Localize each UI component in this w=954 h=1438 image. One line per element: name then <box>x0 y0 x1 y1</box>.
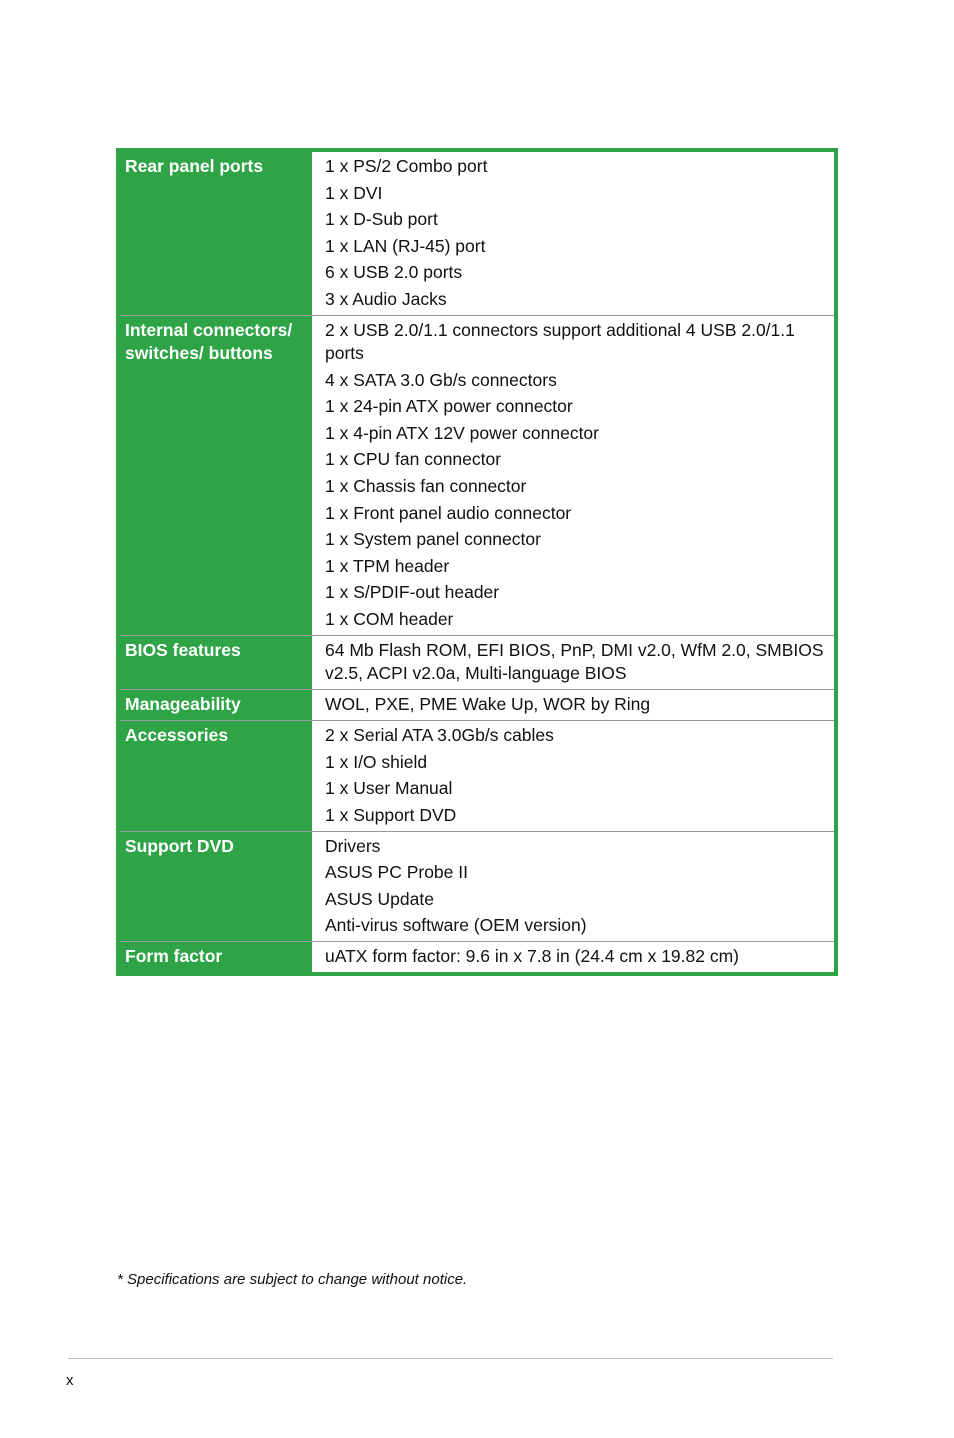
spec-value-item: 1 x COM header <box>325 608 454 629</box>
spec-value-item: 1 x Chassis fan connector <box>325 475 527 496</box>
spec-value-item: 1 x CPU fan connector <box>325 449 502 470</box>
spec-value-item: 1 x LAN (RJ-45) port <box>325 235 486 256</box>
spec-row <box>120 636 834 690</box>
spec-row-values <box>312 832 834 942</box>
page-number: x <box>66 1372 74 1389</box>
spec-row-label: BIOS features <box>120 636 312 689</box>
spec-row-values <box>312 942 834 972</box>
spec-row-values <box>312 690 834 720</box>
spec-value-item: uATX form factor: 9.6 in x 7.8 in (24.4 cm x 19.82 cm) <box>325 946 740 967</box>
spec-row <box>120 832 834 943</box>
spec-row-label: Rear panel ports <box>120 152 312 315</box>
spec-value-item: 1 x D-Sub port <box>325 209 438 230</box>
spec-value-item: 1 x User Manual <box>325 778 453 799</box>
spec-value-item: 3 x Audio Jacks <box>325 288 447 309</box>
footnote: * Specifications are subject to change without notice. <box>117 1271 468 1288</box>
spec-row-label: Accessories <box>120 721 312 831</box>
spec-value-item: 1 x System panel connector <box>325 529 541 550</box>
spec-row <box>120 316 834 636</box>
spec-value-item: 1 x 4-pin ATX 12V power connector <box>325 422 599 443</box>
spec-value-item: ASUS Update <box>325 888 434 909</box>
spec-row-values <box>312 316 834 635</box>
spec-value-item: 4 x SATA 3.0 Gb/s connectors <box>325 369 557 390</box>
spec-row <box>120 942 834 972</box>
spec-row <box>120 690 834 721</box>
spec-value-item: 2 x Serial ATA 3.0Gb/s cables <box>325 724 554 745</box>
spec-value-item: 6 x USB 2.0 ports <box>325 262 463 283</box>
spec-table <box>116 148 838 976</box>
spec-row-label: Form factor <box>120 942 312 972</box>
spec-value-item: WOL, PXE, PME Wake Up, WOR by Ring <box>325 693 651 714</box>
spec-value-item: 1 x 24-pin ATX power connector <box>325 396 573 417</box>
spec-row-values <box>312 721 834 831</box>
spec-row-label: Manageability <box>120 690 312 720</box>
spec-row-values <box>312 636 834 689</box>
spec-row-values <box>312 152 834 315</box>
spec-row-label: Internal connectors/ switches/ buttons <box>120 316 312 635</box>
spec-value-item: 1 x I/O shield <box>325 751 428 772</box>
footer-rule <box>68 1358 833 1359</box>
spec-value-item: 1 x TPM header <box>325 555 450 576</box>
spec-value-item: Drivers <box>325 835 381 856</box>
spec-value-item: 2 x USB 2.0/1.1 connectors support additional 4 USB 2.0/1.1 ports <box>325 319 795 363</box>
spec-row <box>120 721 834 832</box>
spec-row <box>120 152 834 316</box>
spec-value-item: 1 x PS/2 Combo port <box>325 156 488 176</box>
spec-value-item: 1 x DVI <box>325 182 383 203</box>
spec-value-item: ASUS PC Probe II <box>325 862 468 883</box>
spec-value-item: 1 x Front panel audio connector <box>325 502 572 523</box>
spec-value-item: Anti-virus software (OEM version) <box>325 915 587 936</box>
spec-value-item: 1 x Support DVD <box>325 804 457 825</box>
spec-value-item: 1 x S/PDIF-out header <box>325 582 500 603</box>
spec-row-label: Support DVD <box>120 832 312 942</box>
spec-value-item: 64 Mb Flash ROM, EFI BIOS, PnP, DMI v2.0, WfM 2.0, SMBIOS v2.5, ACPI v2.0a, Multi-language BIOS <box>325 639 824 683</box>
